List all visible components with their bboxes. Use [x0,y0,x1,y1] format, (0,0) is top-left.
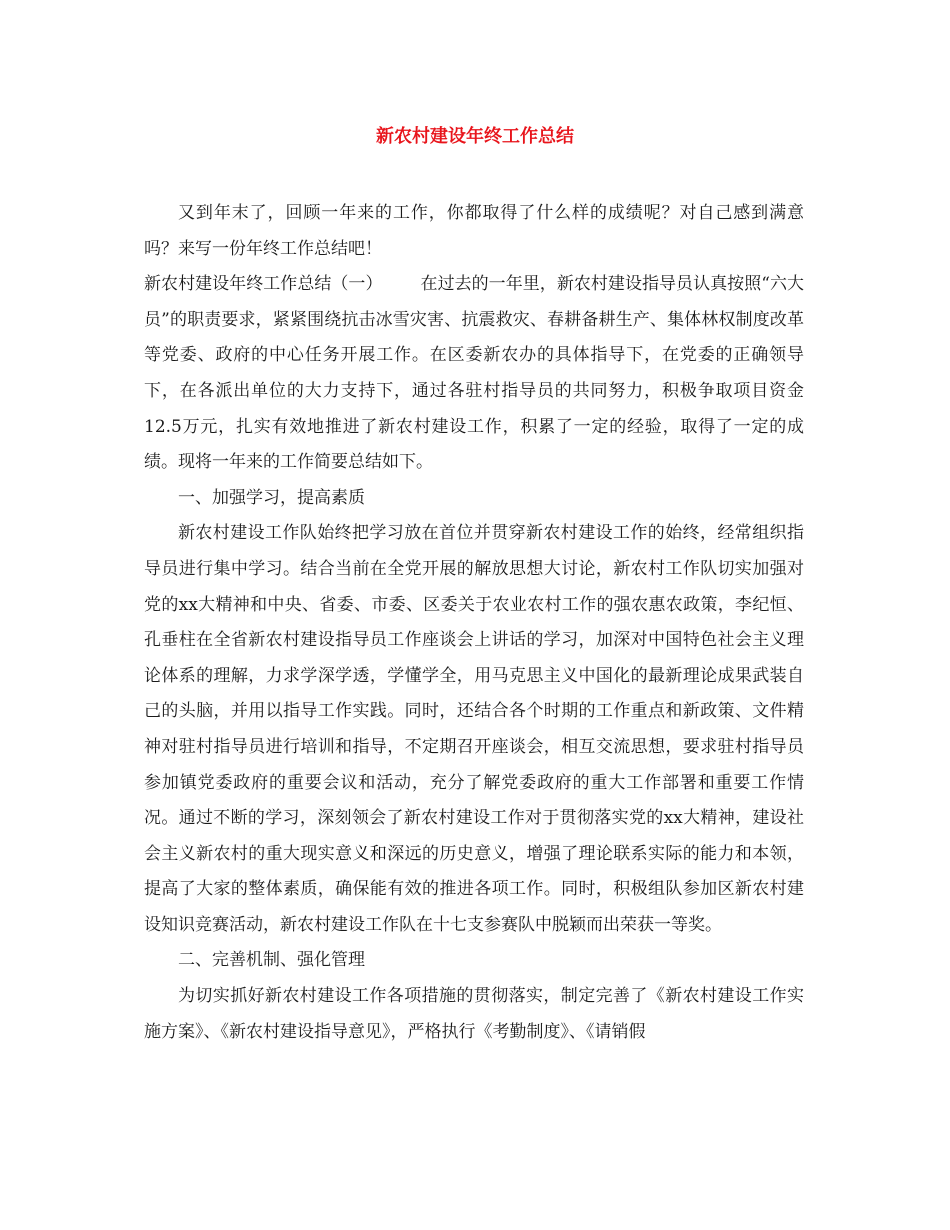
paragraph-2: 新农村建设工作队始终把学习放在首位并贯穿新农村建设工作的始终，经常组织指导员进行集中学习。结合当前在全党开展的解放思想大讨论，新农村工作队切实加强对党的xx大精神和中央、省委、市委、区委关于农业农村工作的强农惠农政策，李纪恒、孔垂柱在全省新农村建设指导员工作座谈会上讲话的学习，加深对中国特色社会主义理论体系的理解，力求学深学透，学懂学全，用马克思主义中国化的最新理论成果武装自己的头脑，并用以指导工作实践。同时，还结合各个时期的工作重点和新政策、文件精神对驻村指导员进行培训和指导，不定期召开座谈会，相互交流思想，要求驻村指导员参加镇党委政府的重要会议和活动，充分了解党委政府的重大工作部署和重要工作情况。通过不断的学习，深刻领会了新农村建设工作对于贯彻落实党的xx大精神，建设社会主义新农村的重大现实意义和深远的历史意义，增强了理论联系实际的能力和本领，提高了大家的整体素质，确保能有效的推进各项工作。同时，积极组队参加区新农村建设知识竞赛活动，新农村建设工作队在十七支参赛队中脱颖而出荣获一等奖。 [144,523,804,935]
intro-paragraph: 又到年末了，回顾一年来的工作，你都取得了什么样的成绩呢？对自己感到满意吗？来写一份年终工作总结吧！ [144,203,804,259]
paragraph-3: 为切实抓好新农村建设工作各项措施的贯彻落实，制定完善了《新农村建设工作实施方案》、《新农村建设指导意见》，严格执行《考勤制度》、《请销假 [144,986,804,1042]
section-paragraph [144,267,804,481]
section-label: 新农村建设年终工作总结（一） [144,274,383,295]
document-title: 新农村建设年终工作总结 [376,126,574,147]
heading-2: 二、完善机制、强化管理 [178,950,365,971]
heading-1: 一、加强学习，提高素质 [178,487,365,508]
paragraph-1: 在过去的一年里，新农村建设指导员认真按照“六大员”的职责要求，紧紧围绕抗击冰雪灾害、抗震救灾、春耕备耕生产、集体林权制度改革等党委、政府的中心任务开展工作。在区委新农办的具体指导下，在党委的正确领导下，在各派出单位的大力支持下，通过各驻村指导员的共同努力，积极争取项目资金12.5万元，扎实有效地推进了新农村建设工作，积累了一定的经验，取得了一定的成绩。现将一年来的工作简要总结如下。 [144,274,804,473]
document-body [144,196,804,1050]
